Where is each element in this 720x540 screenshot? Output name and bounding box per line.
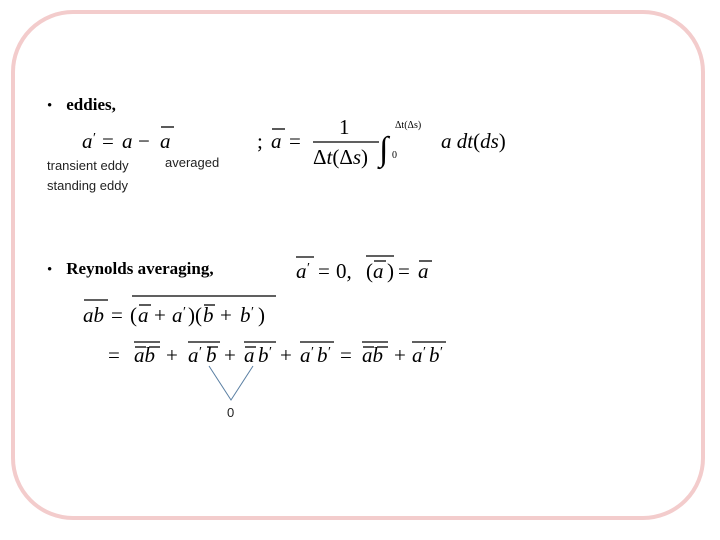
svg-text:=: = [318, 259, 330, 283]
bullet-marker: • [47, 98, 53, 114]
svg-text:a: a [244, 343, 255, 367]
svg-text:;: ; [257, 129, 263, 153]
svg-text:a: a [160, 129, 171, 153]
svg-text:b: b [206, 343, 217, 367]
svg-text:a: a [300, 343, 311, 367]
svg-text:b: b [429, 343, 440, 367]
svg-text:+: + [280, 343, 292, 367]
svg-text:+: + [166, 343, 178, 367]
svg-text:=: = [398, 259, 410, 283]
svg-text:+: + [394, 343, 406, 367]
svg-text:=: = [289, 129, 301, 153]
svg-text:): ) [258, 303, 265, 327]
svg-text:′: ′ [269, 345, 273, 360]
svg-text:a: a [296, 259, 307, 283]
svg-text:Δt(Δs): Δt(Δs) [395, 120, 422, 131]
svg-text:a: a [271, 129, 282, 153]
svg-text:a dt(ds): a dt(ds) [441, 129, 506, 153]
svg-text:)(: )( [188, 303, 202, 327]
svg-text:1: 1 [339, 115, 350, 139]
svg-text:+: + [154, 303, 166, 327]
svg-text:=: = [102, 129, 114, 153]
svg-text:ab: ab [134, 343, 155, 367]
svg-text:b: b [258, 343, 269, 367]
svg-text:b: b [203, 303, 214, 327]
svg-text:′: ′ [311, 345, 315, 360]
svg-text:): ) [387, 259, 394, 283]
bullet-eddies [47, 95, 116, 115]
zero-annotation-lines [200, 362, 270, 412]
label-transient-eddy: transient eddy [47, 158, 129, 173]
bullet-text-eddies: eddies, [66, 95, 116, 114]
bullet-text-reynolds: Reynolds averaging, [66, 259, 214, 278]
svg-text:0: 0 [392, 150, 397, 161]
bullet-marker: • [47, 262, 53, 278]
svg-text:′: ′ [199, 345, 203, 360]
svg-text:(: ( [130, 303, 137, 327]
svg-text:0,: 0, [336, 259, 352, 283]
equation-reynolds-properties [292, 252, 442, 286]
svg-text:=: = [340, 343, 352, 367]
svg-text:′: ′ [93, 131, 97, 146]
svg-text:(: ( [366, 259, 373, 283]
label-standing-eddy: standing eddy [47, 178, 128, 193]
equation-product-line2 [104, 334, 454, 372]
equation-product-line1 [80, 290, 285, 330]
svg-text:=: = [108, 343, 120, 367]
svg-text:b: b [317, 343, 328, 367]
svg-text:a: a [412, 343, 423, 367]
svg-text:a: a [373, 259, 384, 283]
svg-text:′: ′ [183, 305, 187, 320]
bullet-reynolds [47, 259, 214, 279]
svg-text:a: a [188, 343, 199, 367]
svg-text:ab: ab [83, 303, 104, 327]
svg-text:b: b [240, 303, 251, 327]
svg-text:′: ′ [307, 261, 311, 276]
svg-text:′: ′ [440, 345, 444, 360]
svg-text:′: ′ [423, 345, 427, 360]
label-averaged: averaged [165, 155, 220, 170]
svg-text:+: + [224, 343, 236, 367]
svg-text:′: ′ [328, 345, 332, 360]
equation-eddy-definition [80, 122, 180, 158]
svg-text:−: − [138, 129, 150, 153]
svg-text:a: a [82, 129, 93, 153]
svg-text:′: ′ [251, 305, 255, 320]
svg-text:a: a [138, 303, 149, 327]
svg-text:Δt(Δs): Δt(Δs) [313, 145, 369, 169]
svg-text:a: a [418, 259, 429, 283]
svg-text:a: a [172, 303, 183, 327]
equation-time-average [255, 112, 525, 174]
svg-text:a: a [122, 129, 133, 153]
svg-text:=: = [111, 303, 123, 327]
zero-label: 0 [227, 405, 235, 420]
svg-text:+: + [220, 303, 232, 327]
svg-text:∫: ∫ [379, 131, 389, 168]
svg-text:ab: ab [362, 343, 383, 367]
